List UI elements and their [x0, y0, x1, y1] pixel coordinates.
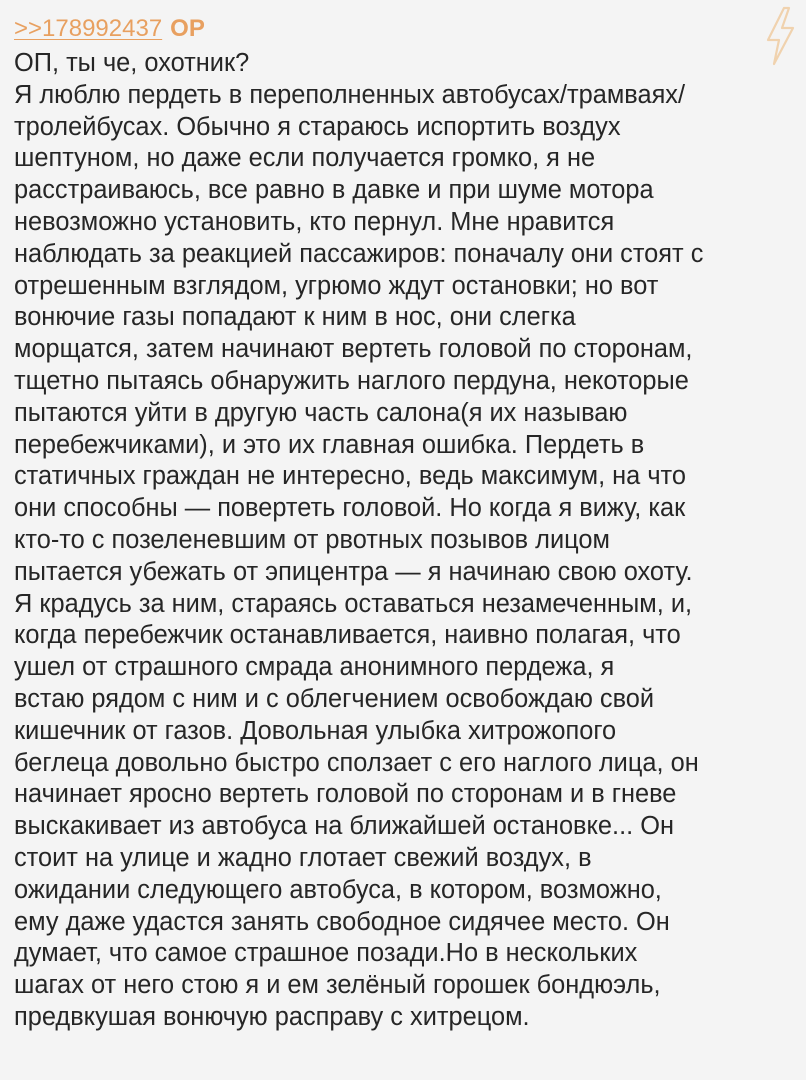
post-text-line: ожидании следующего автобуса, в котором, возможно,	[14, 875, 662, 904]
post-text-line: кто-то с позеленевшим от рвотных позывов лицом	[14, 525, 610, 554]
post-text-line: встаю рядом с ним и с облегчением освобождаю свой	[14, 684, 655, 713]
post-text-line: ему даже удастся занять свободное сидячее место. Он	[14, 907, 670, 936]
post-text-line: вонючие газы попадают к ним в нос, они слегка	[14, 303, 576, 332]
post-body	[14, 48, 800, 1034]
post-text-line: расстраиваюсь, все равно в давке и при шуме мотора	[14, 176, 654, 205]
post-text-line: ушел от страшного смрада анонимного пердежа, я	[14, 653, 615, 682]
post-text-line: тщетно пытаясь обнаружить наглого пердуна, некоторые	[14, 366, 689, 395]
post-text-line: выскакивает из автобуса на ближайшей остановке... Он	[14, 812, 674, 841]
reply-link[interactable]: >>178992437	[14, 15, 163, 42]
post-text-line: шептуном, но даже если получается громко, я не	[14, 144, 596, 173]
post-text-line: пытается убежать от эпицентра — я начинаю свою охоту.	[14, 557, 693, 586]
post-text-line: тролейбусах. Обычно я стараюсь испортить воздух	[14, 112, 621, 141]
post-text-line: отрешенным взглядом, угрюмо ждут остановки; но вот	[14, 271, 659, 300]
post-text-line: наблюдать за реакцией пассажиров: поначалу они стоят с	[14, 239, 704, 268]
post-text-line: пытаются уйти в другую часть салона(я их называю	[14, 398, 628, 427]
post-text-line: перебежчиками), и это их главная ошибка. Пердеть в	[14, 430, 645, 459]
post-text-line: Я крадусь за ним, стараясь оставаться незамеченным, и,	[14, 589, 693, 618]
post-text-line: статичных граждан не интересно, ведь максимум, на что	[14, 462, 687, 491]
post-text-line: предвкушая вонючую расправу с хитрецом.	[14, 1002, 530, 1031]
op-badge: OP	[170, 15, 205, 42]
post-text-line: начинает яросно вертеть головой по сторонам и в гневе	[14, 780, 677, 809]
post-text-line: стоит на улице и жадно глотает свежий воздух, в	[14, 843, 592, 872]
post-header	[14, 12, 800, 46]
post-text-line: морщатся, затем начинают вертеть головой по сторонам,	[14, 335, 693, 364]
post-text-line: Я люблю пердеть в переполненных автобусах/трамваях/	[14, 80, 686, 109]
post-text-line: беглеца довольно быстро сползает с его наглого лица, он	[14, 748, 699, 777]
lightning-icon	[762, 6, 798, 66]
post-text-line: невозможно установить, кто пернул. Мне нравится	[14, 207, 615, 236]
post-text-line: шагах от него стою я и ем зелёный горошек бондюэль,	[14, 971, 661, 1000]
post-text-line: ОП, ты че, охотник?	[14, 49, 250, 77]
post-text-line: когда перебежчик останавливается, наивно полагая, что	[14, 621, 681, 650]
post-text-line: думает, что самое страшное позади.Но в нескольких	[14, 939, 638, 968]
post	[14, 12, 800, 1034]
post-text-line: кишечник от газов. Довольная улыбка хитрожопого	[14, 716, 617, 745]
post-text-line: они способны — повертеть головой. Но когда я вижу, как	[14, 494, 686, 523]
